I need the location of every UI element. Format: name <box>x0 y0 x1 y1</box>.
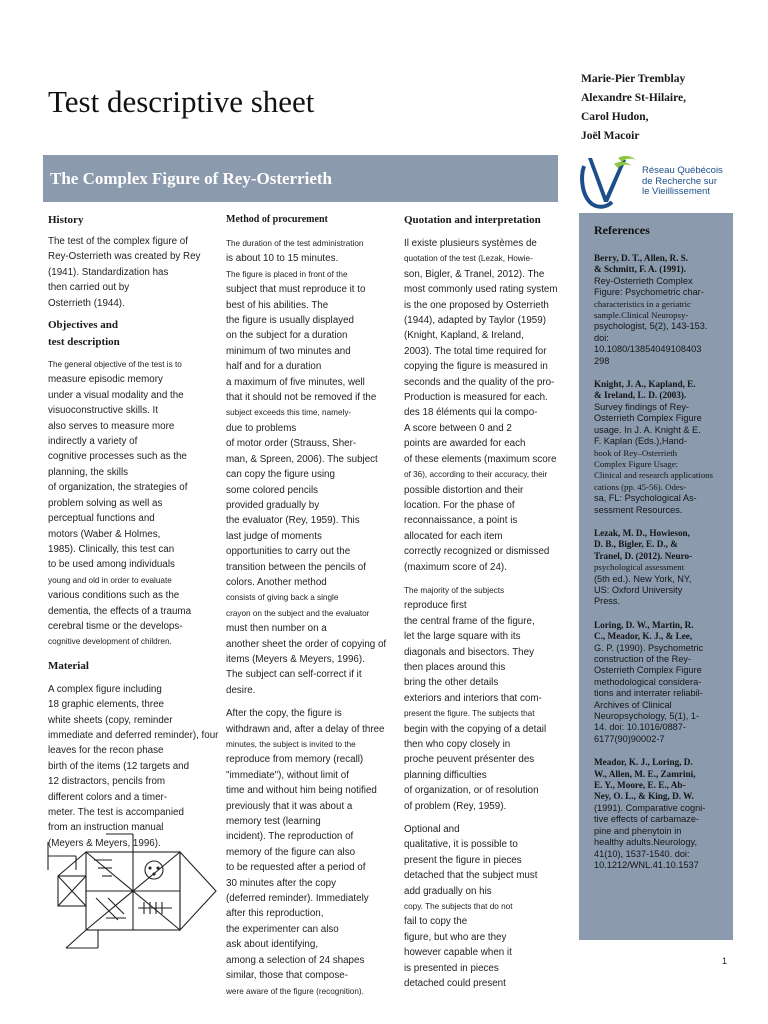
quotation-paragraph <box>404 583 570 814</box>
text-line: however capable when it <box>404 947 512 959</box>
text-line: (Knight, Kapland, & Ireland, <box>404 330 524 342</box>
text-line: minimum of two minutes and <box>226 345 351 357</box>
reference-line: 10.1080/13854049108403 <box>594 344 702 355</box>
objectives-paragraph <box>48 357 218 650</box>
text-line: some colored pencils <box>226 484 319 496</box>
text-line: subject that must reproduce it to <box>226 284 366 296</box>
reference-line: & Ireland, L. D. (2003). <box>594 390 687 401</box>
reference-line: G. P. (1990). Psychometric <box>594 642 704 653</box>
history-paragraph <box>48 234 218 311</box>
text-line: 12 distractors, pencils from <box>48 776 166 788</box>
text-line: memory of the figure can also <box>226 846 356 858</box>
text-line: time and without him being notified <box>226 785 377 797</box>
text-line: to be used among individuals <box>48 559 175 571</box>
reference-line: Meador, K. J., Loring, D. <box>594 757 693 768</box>
reference-line: Knight, J. A., Kapland, E. <box>594 379 696 390</box>
text-line: location. For the phase of <box>404 499 515 511</box>
reference-line: Survey findings of Rey- <box>594 401 689 412</box>
reference-line: psychologist, 5(2), 143-153. <box>594 321 708 332</box>
reference-line: C., Meador, K. J., & Lee, <box>594 631 693 642</box>
reference-entry <box>594 379 733 516</box>
text-line: last judge of moments <box>226 530 322 542</box>
text-line: similar, those that compose- <box>226 970 348 982</box>
logo-text-line: de Recherche sur <box>642 175 717 187</box>
text-line: measure episodic memory <box>48 374 163 386</box>
page-number: 1 <box>722 956 728 966</box>
text-line: cerebral tisme or the develops- <box>48 620 183 632</box>
reference-line: Clinical and research applications <box>594 470 713 481</box>
text-line: different colors and a timer- <box>48 791 168 803</box>
material-paragraph <box>48 682 218 851</box>
reference-line: tive effects of carbamaze- <box>594 814 700 825</box>
reference-entry <box>594 620 733 745</box>
reference-entry <box>594 757 733 871</box>
text-line: add gradually on his <box>404 885 492 897</box>
reference-line: Archives of Clinical <box>594 699 672 710</box>
text-line: son, Bigler, & Tranel, 2012). The <box>404 268 545 280</box>
reference-line: sample.Clinical Neuropsy- <box>594 310 689 321</box>
reference-line: Figure: Psychometric char- <box>594 287 704 298</box>
reference-line: Complex Figure Usage: <box>594 458 679 469</box>
references-list <box>594 253 733 871</box>
text-line: crayon on the subject and the evaluator <box>226 608 370 618</box>
text-line: present the figure. The subjects that <box>404 709 535 719</box>
reference-line: 298 <box>594 355 610 366</box>
reference-line: Lezak, M. D., Howieson, <box>594 527 690 538</box>
reference-line: US: Oxford University <box>594 584 683 595</box>
reference-line: tions and interrater reliabil- <box>594 688 703 699</box>
author-name: Carol Hudon, <box>581 111 649 123</box>
reference-line: & Schmitt, F. A. (1991). <box>594 264 687 275</box>
text-line: due to problems <box>226 422 297 434</box>
method-paragraph <box>226 706 392 999</box>
text-line: is presented in pieces <box>404 962 499 974</box>
text-line: The test of the complex figure of <box>48 236 188 247</box>
author-name: Alexandre St-Hilaire, <box>581 92 686 104</box>
objectives-heading-line: test description <box>48 336 120 349</box>
text-line: of 36), according to their accuracy, their <box>404 470 548 480</box>
author-name: Joël Macoir <box>581 130 640 142</box>
text-line: under a visual modality and the <box>48 389 184 401</box>
text-line: of motor order (Strauss, Sher- <box>226 438 357 450</box>
column-quotation <box>404 212 570 992</box>
reference-line: sessment Resources. <box>594 504 683 515</box>
text-line: 30 minutes after the copy <box>226 877 337 889</box>
text-line: quotation of the test (Lezak, Howie- <box>404 254 533 264</box>
text-line: possible distortion and their <box>404 484 524 496</box>
text-line: memory test (learning <box>226 816 321 828</box>
reference-line: F. Kaplan (Eds.),Hand- <box>594 436 687 447</box>
reference-line: doi: <box>594 332 609 343</box>
text-line: immediate and deferred reminder), four <box>48 729 219 741</box>
quotation-paragraph <box>404 236 570 575</box>
references-panel <box>579 213 733 940</box>
reference-line: (1991). Comparative cogni- <box>594 802 706 813</box>
text-line: indirectly a variety of <box>48 436 138 448</box>
reference-line: D. B., Bigler, E. D., & <box>594 539 678 550</box>
text-line: half and for a duration <box>226 361 322 373</box>
logo-text-line: le Vieillissement <box>642 186 710 197</box>
reference-line: W., Allen, M. E., Zamrini, <box>594 768 696 779</box>
text-line: also serves to measure more <box>48 420 175 432</box>
reference-line: book of Rey–Osterrieth <box>594 447 678 458</box>
text-line: qualitative, it is possible to <box>404 839 518 851</box>
text-line: colors. Another method <box>226 576 327 588</box>
text-line: 18 graphic elements, three <box>48 699 164 711</box>
text-line: the figure is usually displayed <box>226 315 354 327</box>
reference-line: 41(10), 1537-1540. doi: <box>594 848 690 859</box>
reference-line: methodological considera- <box>594 676 702 687</box>
logo-text-line: Réseau Québécois <box>642 165 723 176</box>
reference-line: 6177(90)90002-7 <box>594 733 665 744</box>
text-line: white sheets (copy, reminder <box>48 714 173 726</box>
text-line: cognitive development of children. <box>48 637 172 647</box>
reference-line: Berry, D. T., Allen, R. S. <box>594 253 689 263</box>
text-line: correctly recognized or dismissed <box>404 546 550 558</box>
author-list <box>581 70 761 146</box>
banner-title: The Complex Figure of Rey-Osterrieth <box>50 168 333 188</box>
text-line: transition between the pencils of <box>226 561 366 573</box>
text-line: then places around this <box>404 661 506 673</box>
references-heading: References <box>594 223 650 237</box>
text-line: detached could present <box>404 978 506 990</box>
text-line: allocated for each item <box>404 530 503 542</box>
text-line: (deferred reminder). Immediately <box>226 893 369 905</box>
material-heading: Material <box>48 659 89 672</box>
text-line: most commonly used rating system <box>404 284 558 296</box>
text-line: planning, the skills <box>48 466 129 478</box>
reference-line: Press. <box>594 596 621 607</box>
column-method <box>226 212 392 999</box>
text-line: then carried out by <box>48 282 130 294</box>
text-line: reproduce from memory (recall) <box>226 754 364 766</box>
method-paragraph <box>226 236 392 698</box>
reference-line: Neuropsychology, 5(1), 1- <box>594 711 700 722</box>
text-line: previously that it was about a <box>226 800 353 812</box>
text-line: is the one proposed by Osterrieth <box>404 299 549 311</box>
reference-line: construction of the Rey- <box>594 654 692 664</box>
text-line: planning difficulties <box>404 769 487 781</box>
reference-line: Tranel, D. (2012). Neuro- <box>594 550 693 561</box>
reference-line: cations (pp. 45-56). Odes- <box>594 481 687 492</box>
text-line: leaves for the recon phase <box>48 745 164 757</box>
reference-line: sa, FL: Psychological As- <box>594 493 697 504</box>
text-line: perceptual functions and <box>48 513 155 525</box>
logo-text <box>642 166 767 198</box>
text-line: 1985). Clinically, this test can <box>48 543 175 555</box>
text-line: After the copy, the figure is <box>226 708 342 720</box>
reference-line: Loring, D. W., Martin, R. <box>594 619 694 630</box>
text-line: A score between 0 and 2 <box>404 422 512 434</box>
text-line: Il existe plusieurs systèmes de <box>404 238 537 249</box>
text-line: des 18 éléments qui la compo- <box>404 407 538 419</box>
text-line: items (Meyers & Meyers, 1996). <box>226 653 365 665</box>
text-line: (Meyers & Meyers, 1996). <box>48 837 161 849</box>
rey-complex-figure-illustration <box>46 830 218 950</box>
text-line: visuoconstructive skills. It <box>48 405 158 417</box>
text-line: minutes, the subject is invited to the <box>226 740 356 749</box>
reference-line: E. Y., Moore, E. E., Ab- <box>594 780 686 791</box>
column-history <box>48 212 218 851</box>
text-line: points are awarded for each <box>404 438 526 450</box>
text-line: subject exceeds this time, namely- <box>226 408 352 418</box>
text-line: the evaluator (Rey, 1959). This <box>226 515 360 527</box>
text-line: cognitive processes such as the <box>48 451 187 463</box>
text-line: can copy the figure using <box>226 469 335 481</box>
reference-line: pine and phenytoin in <box>594 825 682 836</box>
text-line: (maximum score of 24). <box>404 561 507 573</box>
text-line: then who copy closely in <box>404 739 511 750</box>
text-line: (1941). Standardization has <box>48 266 169 278</box>
quotation-paragraph <box>404 822 570 991</box>
text-line: on the subject for a duration <box>226 330 348 342</box>
text-line: (1944), adapted by Taylor (1959) <box>404 315 546 327</box>
text-line: fail to copy the <box>404 916 468 928</box>
text-line: Osterrieth (1944). <box>48 297 125 309</box>
text-line: birth of the items (12 targets and <box>48 760 190 772</box>
text-line: A complex figure including <box>48 683 162 695</box>
text-line: diagonals and bisectors. They <box>404 646 534 658</box>
text-line: figure, but who are they <box>404 931 507 943</box>
text-line: a maximum of five minutes, well <box>226 376 365 388</box>
reference-entry <box>594 253 733 367</box>
text-line: were aware of the figure (recognition). <box>226 986 364 996</box>
text-line: proche peuvent présenter des <box>404 754 535 766</box>
text-line: seconds and the quality of the pro- <box>404 376 555 388</box>
text-line: Optional and <box>404 824 460 836</box>
text-line: "immediate"), without limit of <box>226 769 349 781</box>
reference-line: 14. doi: 10.1016/0887- <box>594 722 686 733</box>
text-line: bring the other details <box>404 677 499 689</box>
text-line: Rey-Osterrieth was created by Rey <box>48 251 201 263</box>
text-line: 2003). The total time required for <box>404 345 547 357</box>
text-line: dementia, the effects of a trauma <box>48 605 192 617</box>
organization-logo <box>578 150 768 212</box>
text-line: best of his abilities. The <box>226 299 329 311</box>
text-line: reconnaissance, a point is <box>404 515 518 527</box>
text-line: incident). The reproduction of <box>226 831 354 843</box>
text-line: of organization, or of resolution <box>404 785 539 797</box>
text-line: The majority of the subjects <box>404 585 505 595</box>
reference-line: (5th ed.). New York, NY, <box>594 573 692 584</box>
text-line: The figure is placed in front of the <box>226 269 348 279</box>
text-line: provided gradually by <box>226 499 320 511</box>
reference-line: Osterrieth Complex Figure <box>594 665 702 676</box>
text-line: of organization, the strategies of <box>48 482 188 494</box>
text-line: problem solving as well as <box>48 497 163 509</box>
text-line: consists of giving back a single <box>226 593 339 603</box>
text-line: reproduce first <box>404 600 467 612</box>
text-line: another sheet the order of copying of <box>226 638 387 650</box>
logo-v-icon <box>578 150 642 212</box>
page-title: Test descriptive sheet <box>48 84 315 119</box>
text-line: copy. The subjects that do not <box>404 902 513 912</box>
text-line: let the large square with its <box>404 631 521 643</box>
reference-line: usage. In J. A. Knight & E. <box>594 424 701 435</box>
text-line: opportunities to carry out the <box>226 546 351 558</box>
text-line: The general objective of the test is to <box>48 360 182 370</box>
reference-line: characteristics in a geriatric <box>594 298 691 309</box>
text-line: ask about identifying, <box>226 939 319 951</box>
quotation-heading: Quotation and interpretation <box>404 214 541 226</box>
text-line: detached that the subject must <box>404 870 538 882</box>
text-line: among a selection of 24 shapes <box>226 954 365 966</box>
history-heading: History <box>48 214 84 226</box>
objectives-heading-line: Objectives and <box>48 319 118 332</box>
reference-line: healthy adults.Neurology, <box>594 837 697 848</box>
reference-line: Osterrieth Complex Figure <box>594 413 702 424</box>
reference-line: Rey-Osterrieth Complex <box>594 275 693 286</box>
text-line: The subject can self-correct if it <box>226 669 362 681</box>
reference-line: Ney, O. L., & King, D. W. <box>594 791 694 802</box>
text-line: meter. The test is accompanied <box>48 807 184 818</box>
text-line: of problem (Rey, 1959). <box>404 800 507 812</box>
text-line: the experimenter can also <box>226 923 339 935</box>
text-line: The duration of the test administration <box>226 239 364 248</box>
text-line: must then number on a <box>226 623 327 635</box>
author-name: Marie-Pier Tremblay <box>581 73 686 85</box>
text-line: Production is measured for each. <box>404 392 548 404</box>
text-line: man, & Spreen, 2006). The subject <box>226 453 378 465</box>
reference-line: 10.1212/WNL.41.10.1537 <box>594 859 699 870</box>
text-line: exteriors and interiors that com- <box>404 692 542 704</box>
text-line: various conditions such as the <box>48 590 180 602</box>
text-line: young and old in order to evaluate <box>48 575 172 585</box>
text-line: that it should not be removed if the <box>226 392 377 404</box>
method-heading: Method of procurement <box>226 214 328 225</box>
text-line: is about 10 to 15 minutes. <box>226 253 339 265</box>
text-line: after this reproduction, <box>226 908 324 920</box>
text-line: desire. <box>226 684 256 696</box>
text-line: the central frame of the figure, <box>404 615 535 627</box>
text-line: present the figure in pieces <box>404 854 522 866</box>
reference-entry <box>594 528 733 608</box>
section-banner <box>43 155 558 202</box>
text-line: withdrawn and, after a delay of three <box>226 723 385 735</box>
text-line: copying the figure is measured in <box>404 361 548 373</box>
text-line: from an instruction manual <box>48 822 164 834</box>
text-line: of these elements (maximum score <box>404 453 557 465</box>
text-line: motors (Waber & Holmes, <box>48 528 161 540</box>
reference-line: psychological assessment <box>594 562 685 573</box>
text-line: begin with the copying of a detail <box>404 723 547 735</box>
text-line: to be requested after a period of <box>226 862 366 874</box>
